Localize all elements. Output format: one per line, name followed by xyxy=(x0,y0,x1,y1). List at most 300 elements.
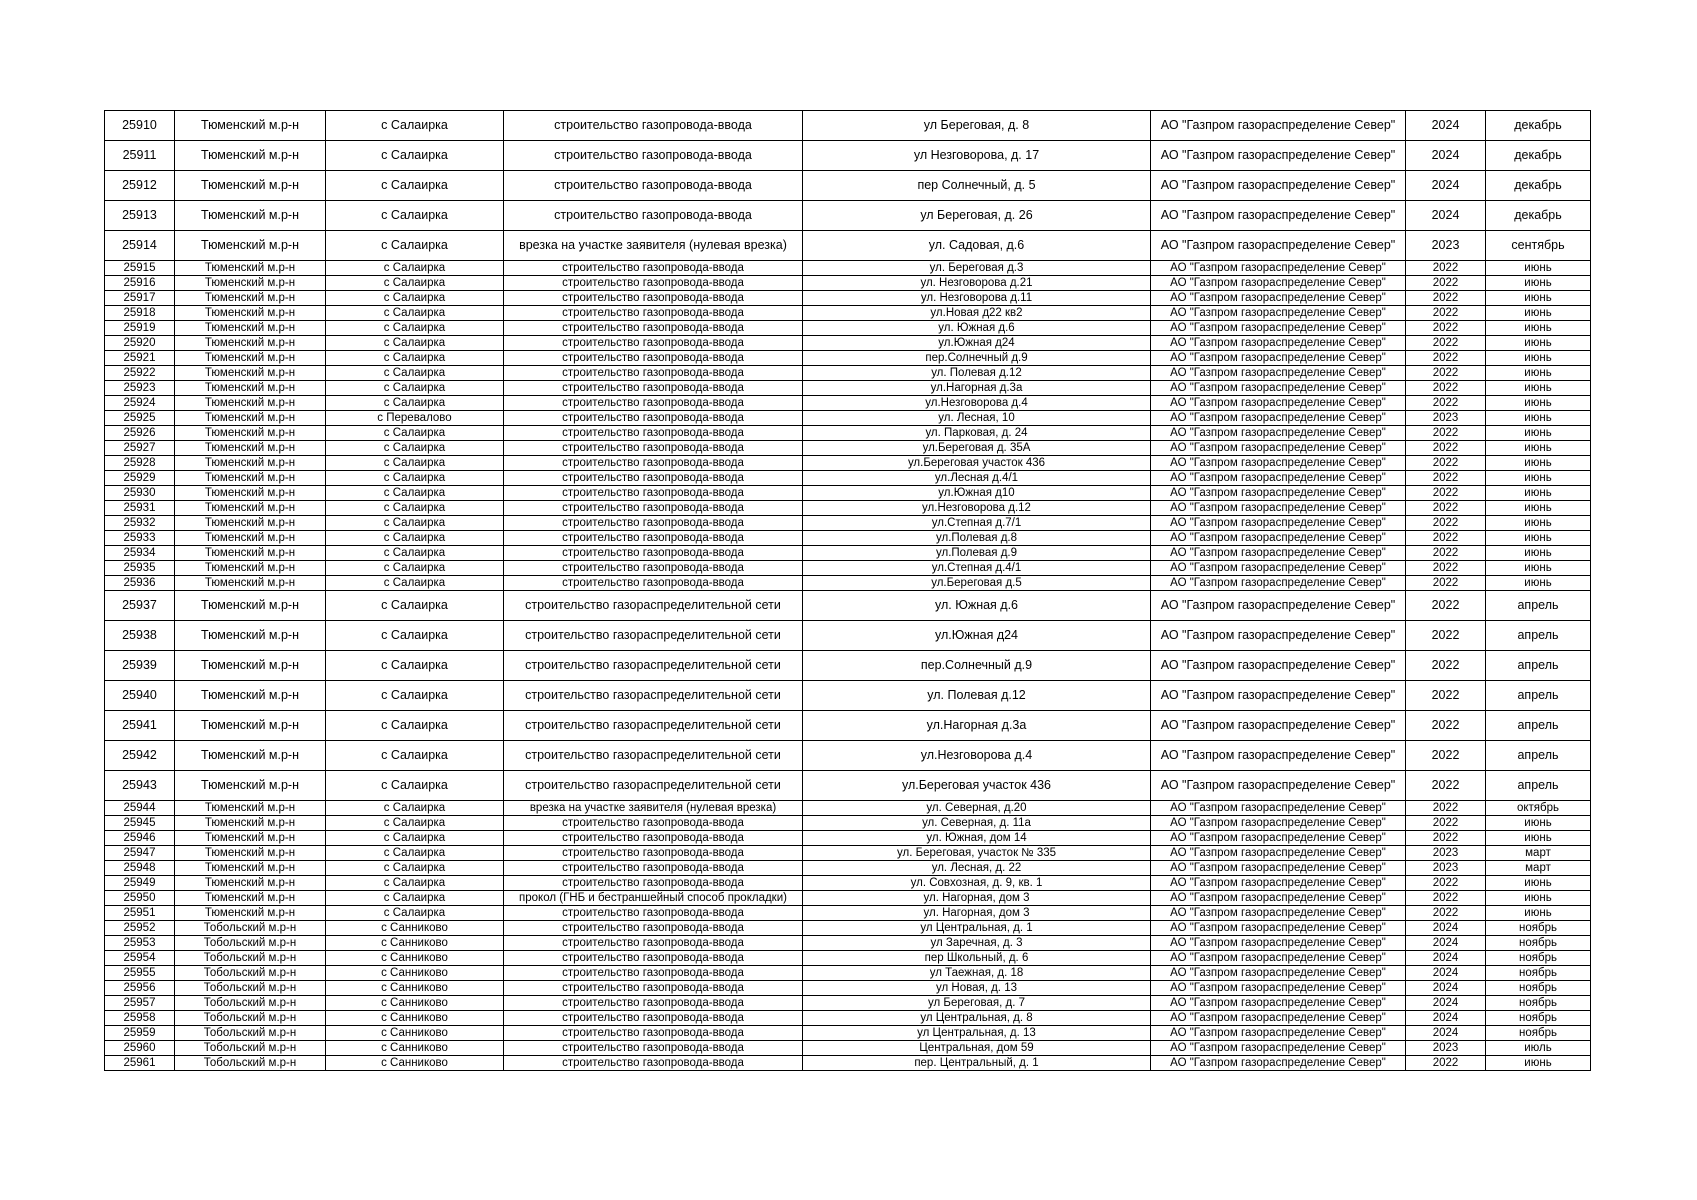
district-cell: Тюменский м.р-н xyxy=(175,171,326,201)
settlement-cell: с Салаирка xyxy=(326,801,504,816)
row-number-cell: 25914 xyxy=(105,231,175,261)
year-cell: 2022 xyxy=(1406,681,1486,711)
table-row xyxy=(105,111,1591,141)
organization-cell: АО "Газпром газораспределение Север" xyxy=(1151,966,1406,981)
work-type-cell: строительство газопровода-ввода xyxy=(504,921,803,936)
table-row xyxy=(105,936,1591,951)
organization-cell: АО "Газпром газораспределение Север" xyxy=(1151,876,1406,891)
organization-cell: АО "Газпром газораспределение Север" xyxy=(1151,381,1406,396)
work-type-cell: строительство газопровода-ввода xyxy=(504,486,803,501)
table-row xyxy=(105,576,1591,591)
month-cell: июнь xyxy=(1486,291,1591,306)
month-cell: июнь xyxy=(1486,351,1591,366)
organization-cell: АО "Газпром газораспределение Север" xyxy=(1151,351,1406,366)
month-cell: ноябрь xyxy=(1486,921,1591,936)
table-row xyxy=(105,516,1591,531)
work-type-cell: строительство газопровода-ввода xyxy=(504,876,803,891)
work-type-cell: строительство газопровода-ввода xyxy=(504,561,803,576)
row-number-cell: 25934 xyxy=(105,546,175,561)
district-cell: Тюменский м.р-н xyxy=(175,711,326,741)
year-cell: 2023 xyxy=(1406,861,1486,876)
organization-cell: АО "Газпром газораспределение Север" xyxy=(1151,1026,1406,1041)
organization-cell: АО "Газпром газораспределение Север" xyxy=(1151,276,1406,291)
year-cell: 2022 xyxy=(1406,831,1486,846)
district-cell: Тюменский м.р-н xyxy=(175,141,326,171)
settlement-cell: с Салаирка xyxy=(326,876,504,891)
table-row xyxy=(105,981,1591,996)
year-cell: 2023 xyxy=(1406,231,1486,261)
work-type-cell: строительство газораспределительной сети xyxy=(504,771,803,801)
address-cell: ул. Лесная, 10 xyxy=(803,411,1151,426)
table-row xyxy=(105,141,1591,171)
organization-cell: АО "Газпром газораспределение Север" xyxy=(1151,516,1406,531)
settlement-cell: с Салаирка xyxy=(326,381,504,396)
address-cell: ул Незговорова, д. 17 xyxy=(803,141,1151,171)
district-cell: Тюменский м.р-н xyxy=(175,456,326,471)
district-cell: Тюменский м.р-н xyxy=(175,531,326,546)
year-cell: 2022 xyxy=(1406,906,1486,921)
year-cell: 2022 xyxy=(1406,306,1486,321)
settlement-cell: с Салаирка xyxy=(326,891,504,906)
work-type-cell: врезка на участке заявителя (нулевая врезка) xyxy=(504,801,803,816)
organization-cell: АО "Газпром газораспределение Север" xyxy=(1151,261,1406,276)
settlement-cell: с Перевалово xyxy=(326,411,504,426)
work-type-cell: прокол (ГНБ и бестраншейный способ прокладки) xyxy=(504,891,803,906)
organization-cell: АО "Газпром газораспределение Север" xyxy=(1151,741,1406,771)
row-number-cell: 25911 xyxy=(105,141,175,171)
work-type-cell: строительство газопровода-ввода xyxy=(504,171,803,201)
organization-cell: АО "Газпром газораспределение Север" xyxy=(1151,621,1406,651)
organization-cell: АО "Газпром газораспределение Север" xyxy=(1151,681,1406,711)
work-type-cell: строительство газопровода-ввода xyxy=(504,861,803,876)
work-type-cell: строительство газопровода-ввода xyxy=(504,546,803,561)
organization-cell: АО "Газпром газораспределение Север" xyxy=(1151,1041,1406,1056)
row-number-cell: 25930 xyxy=(105,486,175,501)
address-cell: ул Заречная, д. 3 xyxy=(803,936,1151,951)
year-cell: 2022 xyxy=(1406,651,1486,681)
address-cell: ул.Степная д.4/1 xyxy=(803,561,1151,576)
organization-cell: АО "Газпром газораспределение Север" xyxy=(1151,996,1406,1011)
month-cell: июнь xyxy=(1486,306,1591,321)
district-cell: Тюменский м.р-н xyxy=(175,651,326,681)
settlement-cell: с Салаирка xyxy=(326,816,504,831)
month-cell: июнь xyxy=(1486,381,1591,396)
row-number-cell: 25941 xyxy=(105,711,175,741)
table-row xyxy=(105,621,1591,651)
table-body xyxy=(105,111,1591,1071)
work-type-cell: врезка на участке заявителя (нулевая врезка) xyxy=(504,231,803,261)
year-cell: 2024 xyxy=(1406,951,1486,966)
table-row xyxy=(105,846,1591,861)
settlement-cell: с Салаирка xyxy=(326,441,504,456)
row-number-cell: 25946 xyxy=(105,831,175,846)
organization-cell: АО "Газпром газораспределение Север" xyxy=(1151,576,1406,591)
settlement-cell: с Салаирка xyxy=(326,471,504,486)
row-number-cell: 25931 xyxy=(105,501,175,516)
year-cell: 2022 xyxy=(1406,591,1486,621)
row-number-cell: 25933 xyxy=(105,531,175,546)
row-number-cell: 25944 xyxy=(105,801,175,816)
year-cell: 2024 xyxy=(1406,1026,1486,1041)
organization-cell: АО "Газпром газораспределение Север" xyxy=(1151,591,1406,621)
row-number-cell: 25937 xyxy=(105,591,175,621)
month-cell: октябрь xyxy=(1486,801,1591,816)
settlement-cell: с Санниково xyxy=(326,996,504,1011)
table-row xyxy=(105,336,1591,351)
row-number-cell: 25951 xyxy=(105,906,175,921)
row-number-cell: 25954 xyxy=(105,951,175,966)
month-cell: июнь xyxy=(1486,1056,1591,1071)
address-cell: ул. Береговая д.3 xyxy=(803,261,1151,276)
district-cell: Тюменский м.р-н xyxy=(175,501,326,516)
settlement-cell: с Салаирка xyxy=(326,486,504,501)
settlement-cell: с Салаирка xyxy=(326,621,504,651)
month-cell: июнь xyxy=(1486,426,1591,441)
year-cell: 2022 xyxy=(1406,291,1486,306)
address-cell: ул. Незговорова д.11 xyxy=(803,291,1151,306)
organization-cell: АО "Газпром газораспределение Север" xyxy=(1151,546,1406,561)
address-cell: ул. Совхозная, д. 9, кв. 1 xyxy=(803,876,1151,891)
work-type-cell: строительство газопровода-ввода xyxy=(504,261,803,276)
row-number-cell: 25922 xyxy=(105,366,175,381)
settlement-cell: с Салаирка xyxy=(326,846,504,861)
district-cell: Тюменский м.р-н xyxy=(175,231,326,261)
table-row xyxy=(105,531,1591,546)
year-cell: 2022 xyxy=(1406,486,1486,501)
table-row xyxy=(105,951,1591,966)
year-cell: 2022 xyxy=(1406,351,1486,366)
work-type-cell: строительство газопровода-ввода xyxy=(504,366,803,381)
organization-cell: АО "Газпром газораспределение Север" xyxy=(1151,396,1406,411)
district-cell: Тюменский м.р-н xyxy=(175,876,326,891)
work-type-cell: строительство газораспределительной сети xyxy=(504,621,803,651)
month-cell: ноябрь xyxy=(1486,1011,1591,1026)
row-number-cell: 25938 xyxy=(105,621,175,651)
work-type-cell: строительство газопровода-ввода xyxy=(504,906,803,921)
district-cell: Тюменский м.р-н xyxy=(175,831,326,846)
work-type-cell: строительство газопровода-ввода xyxy=(504,831,803,846)
address-cell: пер Солнечный, д. 5 xyxy=(803,171,1151,201)
address-cell: ул.Полевая д.9 xyxy=(803,546,1151,561)
organization-cell: АО "Газпром газораспределение Север" xyxy=(1151,936,1406,951)
address-cell: ул.Южная д24 xyxy=(803,621,1151,651)
month-cell: июнь xyxy=(1486,906,1591,921)
row-number-cell: 25953 xyxy=(105,936,175,951)
address-cell: ул.Нагорная д.3а xyxy=(803,381,1151,396)
district-cell: Тюменский м.р-н xyxy=(175,846,326,861)
month-cell: июнь xyxy=(1486,471,1591,486)
row-number-cell: 25952 xyxy=(105,921,175,936)
month-cell: июнь xyxy=(1486,561,1591,576)
settlement-cell: с Санниково xyxy=(326,936,504,951)
table-row xyxy=(105,441,1591,456)
month-cell: апрель xyxy=(1486,651,1591,681)
work-type-cell: строительство газопровода-ввода xyxy=(504,1011,803,1026)
month-cell: март xyxy=(1486,861,1591,876)
row-number-cell: 25935 xyxy=(105,561,175,576)
row-number-cell: 25947 xyxy=(105,846,175,861)
district-cell: Тюменский м.р-н xyxy=(175,261,326,276)
row-number-cell: 25960 xyxy=(105,1041,175,1056)
organization-cell: АО "Газпром газораспределение Север" xyxy=(1151,321,1406,336)
address-cell: ул.Новая д22 кв2 xyxy=(803,306,1151,321)
table-row xyxy=(105,456,1591,471)
year-cell: 2023 xyxy=(1406,846,1486,861)
district-cell: Тюменский м.р-н xyxy=(175,741,326,771)
row-number-cell: 25915 xyxy=(105,261,175,276)
district-cell: Тобольский м.р-н xyxy=(175,996,326,1011)
month-cell: ноябрь xyxy=(1486,951,1591,966)
district-cell: Тобольский м.р-н xyxy=(175,1056,326,1071)
table-row xyxy=(105,261,1591,276)
district-cell: Тобольский м.р-н xyxy=(175,1026,326,1041)
settlement-cell: с Салаирка xyxy=(326,321,504,336)
row-number-cell: 25936 xyxy=(105,576,175,591)
settlement-cell: с Салаирка xyxy=(326,546,504,561)
organization-cell: АО "Газпром газораспределение Север" xyxy=(1151,921,1406,936)
address-cell: ул Береговая, д. 26 xyxy=(803,201,1151,231)
organization-cell: АО "Газпром газораспределение Север" xyxy=(1151,486,1406,501)
row-number-cell: 25913 xyxy=(105,201,175,231)
table-row xyxy=(105,801,1591,816)
work-type-cell: строительство газопровода-ввода xyxy=(504,291,803,306)
table-row xyxy=(105,966,1591,981)
work-type-cell: строительство газопровода-ввода xyxy=(504,351,803,366)
district-cell: Тюменский м.р-н xyxy=(175,366,326,381)
district-cell: Тобольский м.р-н xyxy=(175,1011,326,1026)
month-cell: декабрь xyxy=(1486,171,1591,201)
address-cell: ул Центральная, д. 1 xyxy=(803,921,1151,936)
settlement-cell: с Салаирка xyxy=(326,561,504,576)
address-cell: ул Центральная, д. 13 xyxy=(803,1026,1151,1041)
table-row xyxy=(105,1056,1591,1071)
month-cell: сентябрь xyxy=(1486,231,1591,261)
settlement-cell: с Санниково xyxy=(326,981,504,996)
table-row xyxy=(105,771,1591,801)
settlement-cell: с Салаирка xyxy=(326,771,504,801)
district-cell: Тюменский м.р-н xyxy=(175,681,326,711)
table-row xyxy=(105,501,1591,516)
year-cell: 2022 xyxy=(1406,816,1486,831)
row-number-cell: 25924 xyxy=(105,396,175,411)
address-cell: ул. Южная, дом 14 xyxy=(803,831,1151,846)
table-row xyxy=(105,651,1591,681)
year-cell: 2022 xyxy=(1406,771,1486,801)
organization-cell: АО "Газпром газораспределение Север" xyxy=(1151,801,1406,816)
row-number-cell: 25942 xyxy=(105,741,175,771)
month-cell: июнь xyxy=(1486,486,1591,501)
table-row xyxy=(105,591,1591,621)
month-cell: июнь xyxy=(1486,831,1591,846)
settlement-cell: с Салаирка xyxy=(326,111,504,141)
organization-cell: АО "Газпром газораспределение Север" xyxy=(1151,861,1406,876)
settlement-cell: с Салаирка xyxy=(326,336,504,351)
year-cell: 2022 xyxy=(1406,501,1486,516)
row-number-cell: 25921 xyxy=(105,351,175,366)
work-type-cell: строительство газопровода-ввода xyxy=(504,936,803,951)
table-row xyxy=(105,321,1591,336)
table-row xyxy=(105,831,1591,846)
year-cell: 2022 xyxy=(1406,576,1486,591)
year-cell: 2024 xyxy=(1406,1011,1486,1026)
year-cell: 2022 xyxy=(1406,336,1486,351)
district-cell: Тюменский м.р-н xyxy=(175,201,326,231)
table-row xyxy=(105,681,1591,711)
work-type-cell: строительство газораспределительной сети xyxy=(504,711,803,741)
year-cell: 2022 xyxy=(1406,531,1486,546)
row-number-cell: 25957 xyxy=(105,996,175,1011)
table-row xyxy=(105,306,1591,321)
month-cell: ноябрь xyxy=(1486,996,1591,1011)
work-type-cell: строительство газопровода-ввода xyxy=(504,381,803,396)
settlement-cell: с Салаирка xyxy=(326,501,504,516)
district-cell: Тюменский м.р-н xyxy=(175,111,326,141)
work-type-cell: строительство газопровода-ввода xyxy=(504,276,803,291)
month-cell: июнь xyxy=(1486,546,1591,561)
organization-cell: АО "Газпром газораспределение Север" xyxy=(1151,411,1406,426)
settlement-cell: с Салаирка xyxy=(326,906,504,921)
year-cell: 2022 xyxy=(1406,516,1486,531)
year-cell: 2022 xyxy=(1406,426,1486,441)
address-cell: пер.Солнечный д.9 xyxy=(803,651,1151,681)
work-type-cell: строительство газораспределительной сети xyxy=(504,681,803,711)
district-cell: Тюменский м.р-н xyxy=(175,771,326,801)
month-cell: июнь xyxy=(1486,411,1591,426)
work-type-cell: строительство газопровода-ввода xyxy=(504,816,803,831)
settlement-cell: с Салаирка xyxy=(326,861,504,876)
organization-cell: АО "Газпром газораспределение Север" xyxy=(1151,501,1406,516)
address-cell: ул.Нагорная д.3а xyxy=(803,711,1151,741)
year-cell: 2024 xyxy=(1406,936,1486,951)
table-row xyxy=(105,471,1591,486)
organization-cell: АО "Газпром газораспределение Север" xyxy=(1151,981,1406,996)
address-cell: ул.Полевая д.8 xyxy=(803,531,1151,546)
settlement-cell: с Салаирка xyxy=(326,231,504,261)
month-cell: апрель xyxy=(1486,741,1591,771)
organization-cell: АО "Газпром газораспределение Север" xyxy=(1151,906,1406,921)
district-cell: Тюменский м.р-н xyxy=(175,516,326,531)
organization-cell: АО "Газпром газораспределение Север" xyxy=(1151,456,1406,471)
row-number-cell: 25925 xyxy=(105,411,175,426)
settlement-cell: с Салаирка xyxy=(326,261,504,276)
organization-cell: АО "Газпром газораспределение Север" xyxy=(1151,441,1406,456)
table-row xyxy=(105,366,1591,381)
table-row xyxy=(105,231,1591,261)
row-number-cell: 25923 xyxy=(105,381,175,396)
year-cell: 2024 xyxy=(1406,981,1486,996)
row-number-cell: 25949 xyxy=(105,876,175,891)
district-cell: Тюменский м.р-н xyxy=(175,906,326,921)
month-cell: декабрь xyxy=(1486,111,1591,141)
month-cell: июнь xyxy=(1486,366,1591,381)
settlement-cell: с Салаирка xyxy=(326,306,504,321)
address-cell: ул. Нагорная, дом 3 xyxy=(803,891,1151,906)
row-number-cell: 25958 xyxy=(105,1011,175,1026)
address-cell: пер. Центральный, д. 1 xyxy=(803,1056,1151,1071)
year-cell: 2024 xyxy=(1406,966,1486,981)
district-cell: Тобольский м.р-н xyxy=(175,951,326,966)
row-number-cell: 25928 xyxy=(105,456,175,471)
district-cell: Тюменский м.р-н xyxy=(175,576,326,591)
work-type-cell: строительство газопровода-ввода xyxy=(504,981,803,996)
district-cell: Тюменский м.р-н xyxy=(175,381,326,396)
settlement-cell: с Салаирка xyxy=(326,291,504,306)
organization-cell: АО "Газпром газораспределение Север" xyxy=(1151,1056,1406,1071)
address-cell: ул.Лесная д.4/1 xyxy=(803,471,1151,486)
row-number-cell: 25912 xyxy=(105,171,175,201)
settlement-cell: с Салаирка xyxy=(326,741,504,771)
year-cell: 2022 xyxy=(1406,891,1486,906)
row-number-cell: 25959 xyxy=(105,1026,175,1041)
month-cell: июнь xyxy=(1486,501,1591,516)
settlement-cell: с Салаирка xyxy=(326,591,504,621)
table-row xyxy=(105,1026,1591,1041)
district-cell: Тюменский м.р-н xyxy=(175,471,326,486)
organization-cell: АО "Газпром газораспределение Север" xyxy=(1151,471,1406,486)
month-cell: апрель xyxy=(1486,621,1591,651)
settlement-cell: с Салаирка xyxy=(326,351,504,366)
table-row xyxy=(105,921,1591,936)
table-row xyxy=(105,381,1591,396)
settlement-cell: с Салаирка xyxy=(326,366,504,381)
organization-cell: АО "Газпром газораспределение Север" xyxy=(1151,891,1406,906)
settlement-cell: с Санниково xyxy=(326,1056,504,1071)
table-row xyxy=(105,546,1591,561)
month-cell: июнь xyxy=(1486,276,1591,291)
row-number-cell: 25940 xyxy=(105,681,175,711)
organization-cell: АО "Газпром газораспределение Север" xyxy=(1151,531,1406,546)
district-cell: Тюменский м.р-н xyxy=(175,816,326,831)
district-cell: Тюменский м.р-н xyxy=(175,321,326,336)
work-type-cell: строительство газопровода-ввода xyxy=(504,426,803,441)
district-cell: Тюменский м.р-н xyxy=(175,396,326,411)
work-type-cell: строительство газопровода-ввода xyxy=(504,966,803,981)
organization-cell: АО "Газпром газораспределение Север" xyxy=(1151,366,1406,381)
year-cell: 2024 xyxy=(1406,171,1486,201)
address-cell: пер.Солнечный д.9 xyxy=(803,351,1151,366)
month-cell: апрель xyxy=(1486,771,1591,801)
district-cell: Тюменский м.р-н xyxy=(175,291,326,306)
settlement-cell: с Салаирка xyxy=(326,141,504,171)
work-type-cell: строительство газораспределительной сети xyxy=(504,651,803,681)
month-cell: ноябрь xyxy=(1486,981,1591,996)
organization-cell: АО "Газпром газораспределение Север" xyxy=(1151,771,1406,801)
district-cell: Тюменский м.р-н xyxy=(175,591,326,621)
address-cell: ул. Парковая, д. 24 xyxy=(803,426,1151,441)
settlement-cell: с Санниково xyxy=(326,1026,504,1041)
month-cell: июнь xyxy=(1486,261,1591,276)
work-type-cell: строительство газопровода-ввода xyxy=(504,111,803,141)
table-row xyxy=(105,201,1591,231)
district-cell: Тюменский м.р-н xyxy=(175,426,326,441)
district-cell: Тюменский м.р-н xyxy=(175,801,326,816)
month-cell: июнь xyxy=(1486,576,1591,591)
row-number-cell: 25918 xyxy=(105,306,175,321)
district-cell: Тобольский м.р-н xyxy=(175,936,326,951)
table-row xyxy=(105,291,1591,306)
settlement-cell: с Салаирка xyxy=(326,171,504,201)
row-number-cell: 25961 xyxy=(105,1056,175,1071)
row-number-cell: 25955 xyxy=(105,966,175,981)
year-cell: 2022 xyxy=(1406,276,1486,291)
table-row xyxy=(105,276,1591,291)
address-cell: ул. Незговорова д.21 xyxy=(803,276,1151,291)
work-type-cell: строительство газораспределительной сети xyxy=(504,591,803,621)
address-cell: ул. Береговая, участок № 335 xyxy=(803,846,1151,861)
address-cell: ул Новая, д. 13 xyxy=(803,981,1151,996)
work-type-cell: строительство газопровода-ввода xyxy=(504,396,803,411)
address-cell: ул. Полевая д.12 xyxy=(803,681,1151,711)
